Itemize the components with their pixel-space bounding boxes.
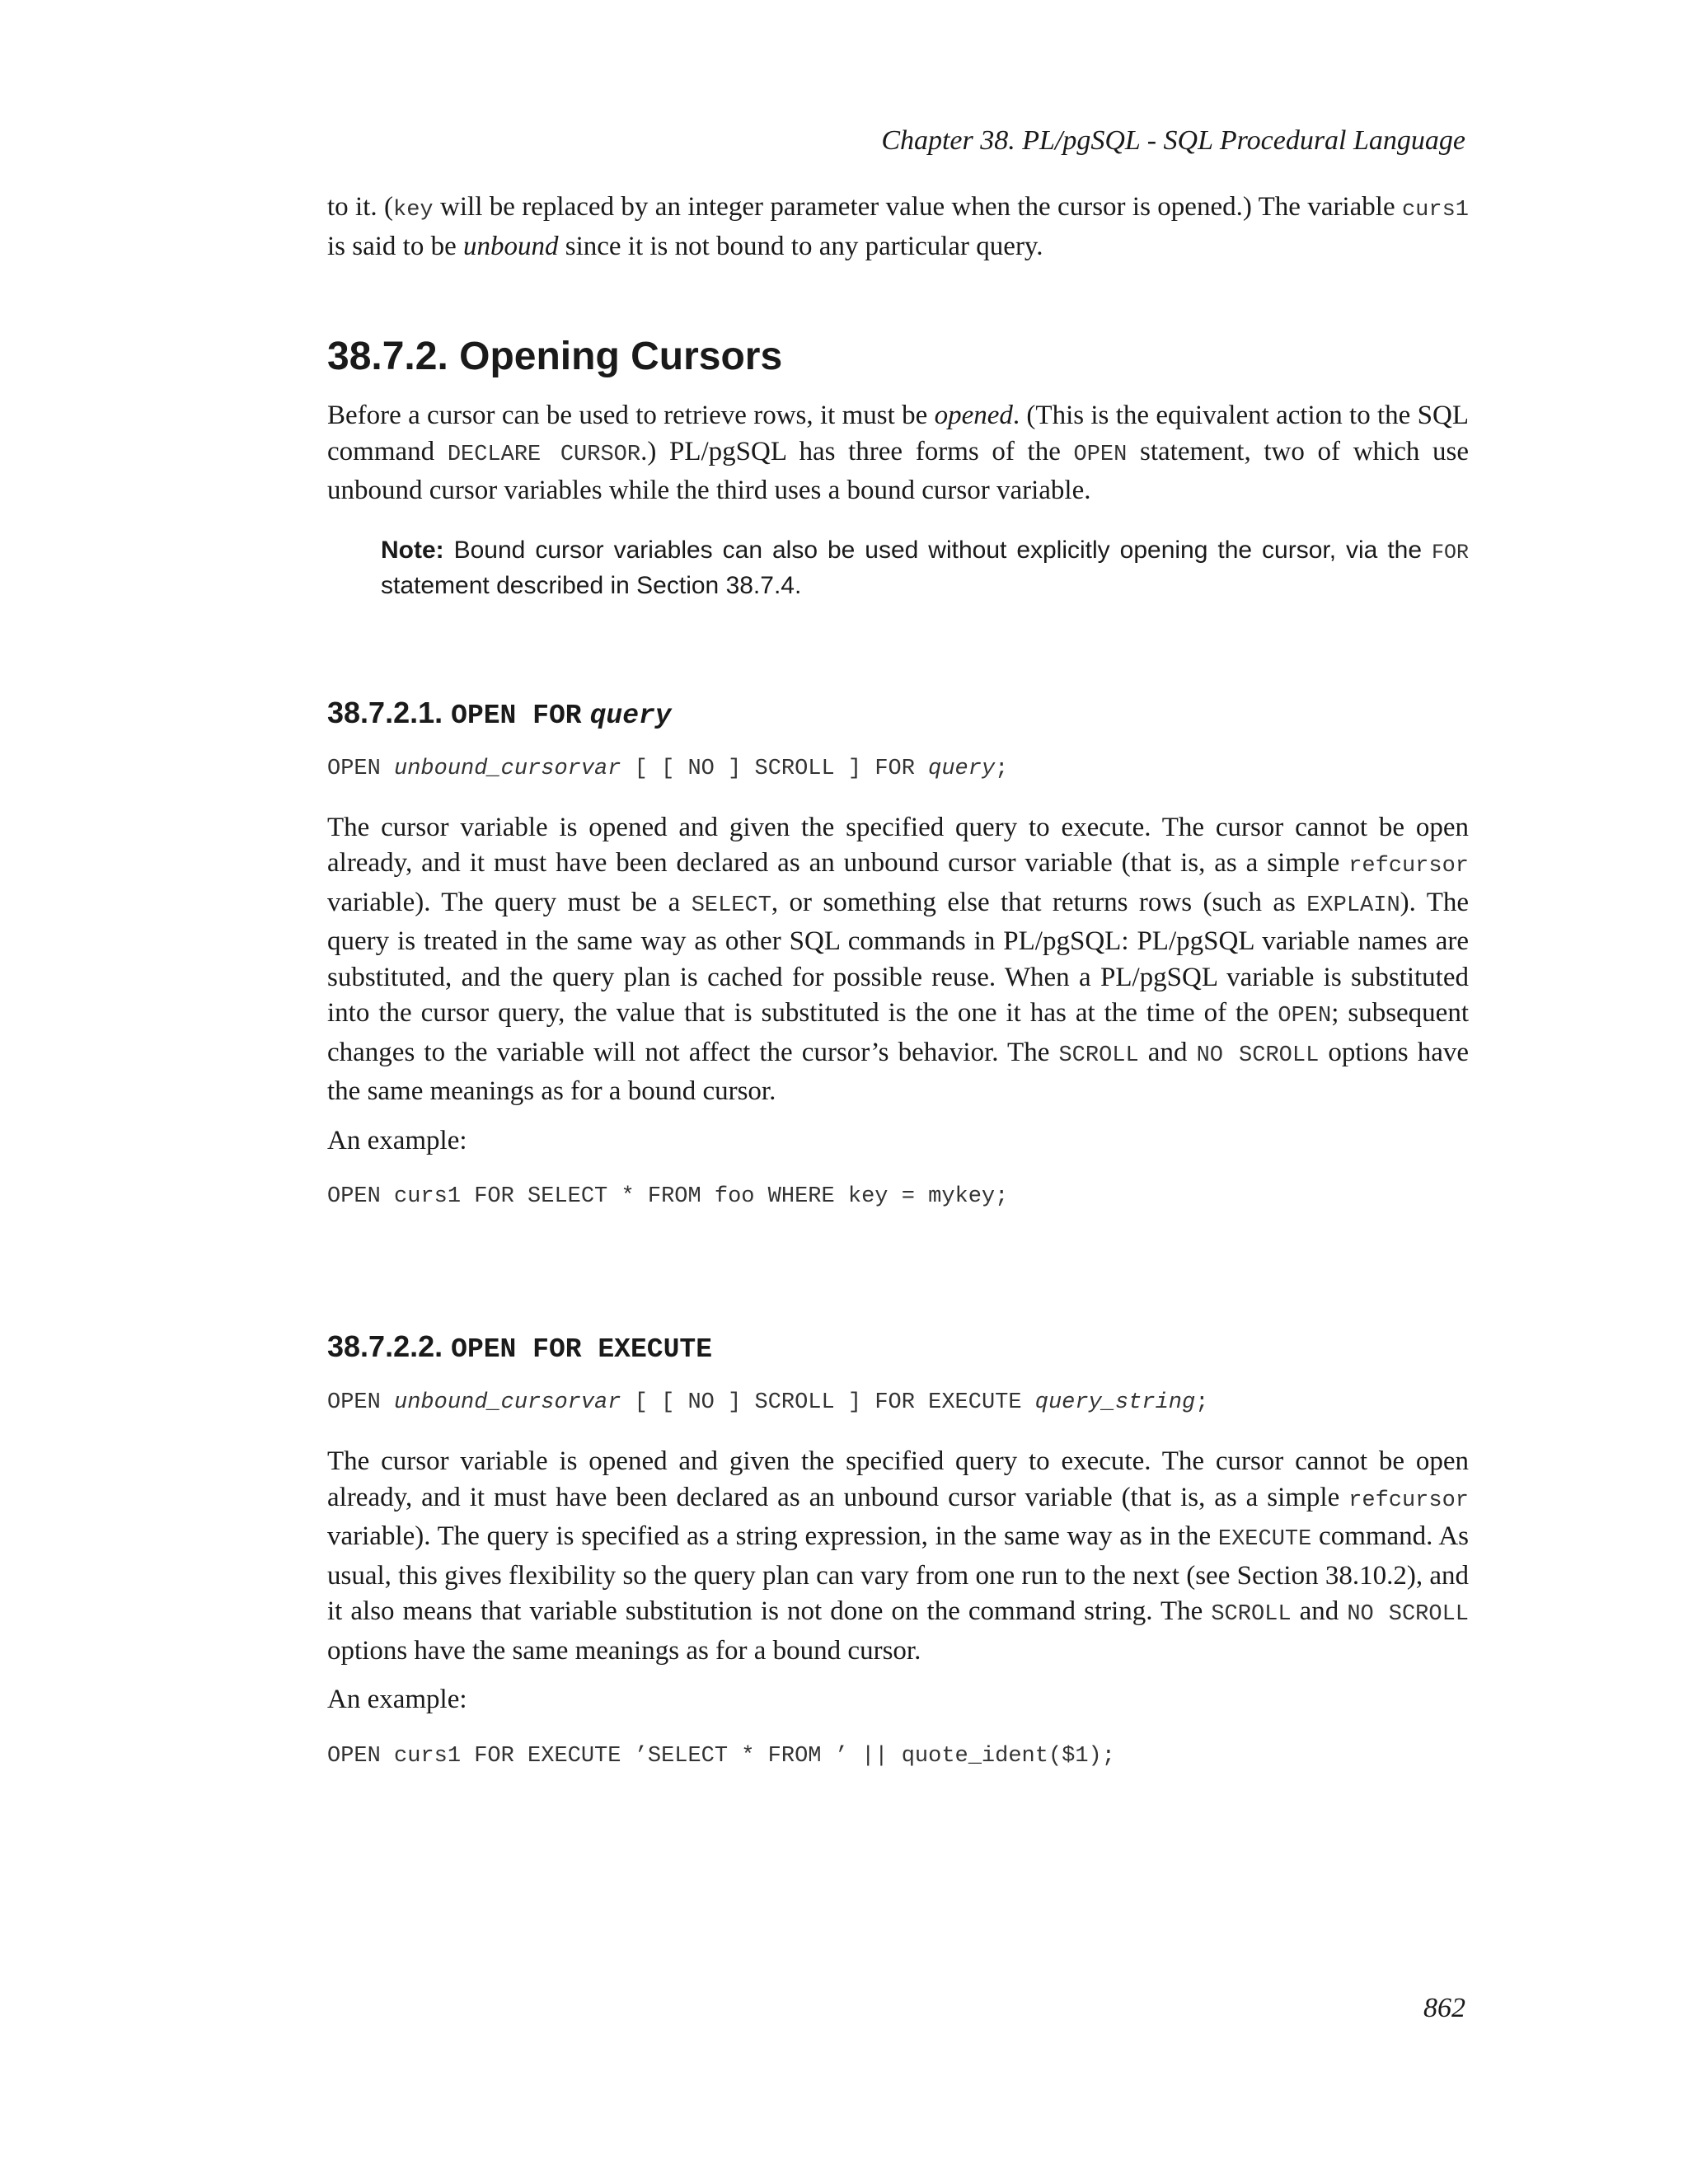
page-number: 862 — [1423, 1993, 1465, 2023]
section-paragraph — [327, 398, 1469, 509]
inline-code: NO SCROLL — [1196, 1043, 1320, 1068]
code-placeholder: unbound_cursorvar — [394, 1390, 621, 1415]
text-run: variable). The query is specified as a string expression, in the same way as in the — [327, 1521, 1218, 1551]
text-run: Bound cursor variables can also be used without explicitly opening the cursor, via the — [443, 536, 1432, 564]
code-run: OPEN — [327, 1390, 395, 1415]
inline-code: DECLARE CURSOR — [447, 442, 641, 467]
code-placeholder: query_string — [1034, 1390, 1196, 1415]
example-label: An example: — [327, 1685, 467, 1714]
inline-code: key — [393, 198, 434, 223]
example-label: An example: — [327, 1125, 467, 1155]
code-run: OPEN — [327, 756, 395, 781]
note-box — [381, 534, 1469, 602]
text-run: The cursor variable is opened and given the specified query to execute. The cursor cannot be open already, and it must have been declared as an unbound cursor variable (that is, as a simple — [327, 812, 1469, 878]
heading-code: OPEN FOR — [451, 700, 582, 731]
text-run: ; subsequent changes to the variable will not affect the cursor’s behavior. The — [327, 998, 1469, 1067]
syntax-synopsis — [327, 1386, 1469, 1419]
heading-code-italic: query — [589, 700, 672, 731]
text-run: will be replaced by an integer parameter value when the cursor is opened.) The variable — [433, 192, 1402, 222]
text-run: . (This is the equivalent action to the SQL command — [327, 401, 1469, 466]
inline-code: EXPLAIN — [1306, 893, 1400, 918]
inline-code: OPEN — [1073, 442, 1128, 467]
inline-code: SCROLL — [1211, 1602, 1292, 1627]
text-run: since it is not bound to any particular query. — [558, 231, 1043, 261]
text-run: is said to be — [327, 231, 463, 261]
code-run: [ [ NO ] SCROLL ] FOR EXECUTE — [621, 1390, 1035, 1415]
text-run: .) PL/pgSQL has three forms of the — [640, 436, 1074, 466]
code-run: ; — [995, 756, 1009, 781]
text-run: ). The query is treated in the same way as other SQL commands in PL/pgSQL: PL/pgSQL variable names are substituted, and the query plan is cached for possible reuse. When a PL/pgSQL variable is substituted into the cursor query, the value that is substituted is the one it has at the time of the — [327, 887, 1469, 1028]
text-run: Before a cursor can be used to retrieve rows, it must be — [327, 401, 935, 430]
subsection-paragraph — [327, 810, 1469, 1110]
text-run: statement, two of which use unbound cursor variables while the third uses a bound cursor variable. — [327, 436, 1469, 505]
text-run: and — [1138, 1037, 1197, 1067]
inline-code: SCROLL — [1058, 1043, 1139, 1068]
text-run: and — [1291, 1596, 1348, 1626]
inline-code: OPEN — [1278, 1004, 1332, 1029]
subsection-heading-open-for-execute — [327, 1327, 1469, 1370]
text-run: , or something else that returns rows (such as — [771, 887, 1307, 917]
text-run: The cursor variable is opened and given the specified query to execute. The cursor cannot be open already, and it must have been declared as an unbound cursor variable (that is, as a simple — [327, 1446, 1469, 1512]
text-run: options have the same meanings as for a bound cursor. — [327, 1635, 921, 1666]
subsection-number: 38.7.2.2. — [327, 1329, 443, 1363]
emphasis: opened — [934, 401, 1013, 430]
subsection-heading-open-for-query — [327, 693, 1469, 736]
inline-code: refcursor — [1348, 854, 1469, 879]
heading-code: OPEN FOR EXECUTE — [451, 1334, 712, 1365]
inline-code: EXECUTE — [1217, 1527, 1312, 1552]
inline-code: refcursor — [1348, 1488, 1469, 1513]
intro-paragraph — [327, 190, 1469, 265]
subsection-number: 38.7.2.1. — [327, 695, 443, 729]
text-run: command. As usual, this gives flexibility so the query plan can vary from one run to the next (see Section 38.10.2), and it also means that variable substitution is not done on the command string. The — [327, 1521, 1469, 1626]
inline-code: SELECT — [691, 893, 771, 918]
code-placeholder: unbound_cursorvar — [394, 756, 621, 781]
inline-code: FOR — [1431, 540, 1469, 565]
page-content — [327, 190, 1469, 1773]
section-heading: 38.7.2. Opening Cursors — [327, 335, 783, 378]
subsection-paragraph — [327, 1444, 1469, 1669]
running-head: Chapter 38. PL/pgSQL - SQL Procedural Language — [881, 125, 1465, 156]
code-run: [ [ NO ] SCROLL ] FOR — [621, 756, 929, 781]
inline-code: NO SCROLL — [1347, 1602, 1469, 1627]
text-run: options have the same meanings as for a bound cursor. — [327, 1037, 1469, 1106]
inline-code: curs1 — [1401, 198, 1469, 223]
syntax-synopsis — [327, 752, 1469, 785]
text-run: variable). The query must be a — [327, 887, 692, 917]
text-run: to it. ( — [327, 192, 394, 222]
note-label: Note: — [381, 536, 444, 564]
emphasis: unbound — [462, 231, 559, 261]
example-code: OPEN curs1 FOR EXECUTE ’SELECT * FROM ’ || quote_ident($1); — [327, 1743, 1115, 1769]
text-run: statement described in Section 38.7.4. — [381, 571, 802, 599]
example-code: OPEN curs1 FOR SELECT * FROM foo WHERE key = mykey; — [327, 1184, 1009, 1209]
code-run: ; — [1195, 1390, 1209, 1415]
code-placeholder: query — [928, 756, 996, 781]
